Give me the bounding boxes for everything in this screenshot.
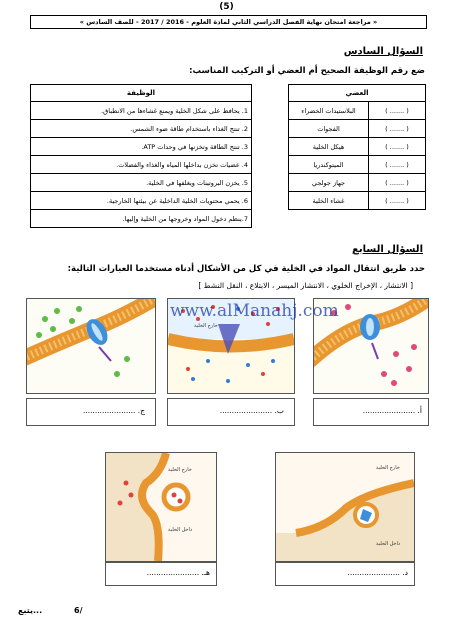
- figure-d: [275, 452, 415, 562]
- answer-blank[interactable]: ( ....... ): [369, 138, 426, 156]
- outside-label: خارج الخلية: [376, 465, 400, 471]
- function-item: 7.ينظم دخول المواد وخروجها من الخلية وإليها.: [31, 210, 252, 228]
- watermark: www.alManahj.com: [170, 301, 339, 321]
- organelle-header: العضي: [289, 85, 426, 102]
- answer-blank[interactable]: ( ....... ): [369, 120, 426, 138]
- endocytosis-diagram: [276, 453, 414, 561]
- function-item: 2. تنتج الغذاء باستخدام طاقة ضوء الشمس.: [31, 120, 252, 138]
- answer-blank[interactable]: ( ....... ): [369, 156, 426, 174]
- label-c: ج. ......................: [82, 406, 145, 415]
- function-item: 5. يخزن البروتينات ويغلفها في الخلية.: [31, 174, 252, 192]
- functions-table: [30, 84, 252, 228]
- answer-box-d[interactable]: [275, 562, 415, 586]
- organelle-name: البلاستيدات الخضراء: [289, 102, 369, 120]
- answer-box-c[interactable]: [26, 398, 156, 426]
- organelle-name: جهاز جولجي: [289, 174, 369, 192]
- function-item: 3. تنتج الطاقة وتخزنها في وحدات ATP.: [31, 138, 252, 156]
- q6-instruction: ضع رقم الوظيفة الصحيح أم العضي أو التركيب المناسب:: [189, 66, 425, 76]
- page-header: « مراجعة امتحان نهاية الفصل الدراسي الثاني لمادة العلوم - 2016 / 2017 - للصف السادس »: [30, 15, 427, 29]
- label-b: ب. ......................: [219, 406, 284, 415]
- label-e: هـ. ......................: [146, 568, 210, 577]
- answer-box-a[interactable]: [313, 398, 429, 426]
- figure-c: [26, 298, 156, 394]
- answer-blank[interactable]: ( ....... ): [369, 192, 426, 210]
- label-a: أ. ......................: [362, 406, 422, 415]
- exocytosis-diagram: [106, 453, 216, 561]
- function-header: الوظيفة: [31, 85, 252, 102]
- label-d: د. ......................: [347, 568, 408, 577]
- organelles-table: [288, 84, 426, 210]
- answer-blank[interactable]: ( ....... ): [369, 102, 426, 120]
- q6-title: السؤال السادس: [343, 46, 423, 57]
- page-number: (5): [219, 2, 234, 12]
- function-item: 6. يحمي محتويات الخلية الداخلية عن بيئتها الخارجية.: [31, 192, 252, 210]
- function-item: 1. يحافظ على شكل الخلية ويمنع غشاءها من الانطباق.: [31, 102, 252, 120]
- figure-e: [105, 452, 217, 562]
- organelle-name: هيكل الخلية: [289, 138, 369, 156]
- organelle-name: الميتوكندريا: [289, 156, 369, 174]
- answer-box-e[interactable]: [105, 562, 217, 586]
- membrane-channel-diagram: [27, 299, 155, 393]
- answer-box-b[interactable]: [167, 398, 295, 426]
- outside-label: خارج الخلية: [168, 467, 192, 473]
- function-item: 4. عضيات تخزن بداخلها المياه والغذاء والفضلات.: [31, 156, 252, 174]
- answer-blank[interactable]: ( ....... ): [369, 174, 426, 192]
- score-note: 6/: [74, 606, 83, 615]
- q7-terms: [ الانتشار ، الإخراج الخلوي ، الانتشار الميسر ، الابتلاع ، النقل النشط ]: [198, 281, 413, 290]
- q7-title: السؤال السابع: [352, 244, 423, 255]
- organelle-name: الفجوات: [289, 120, 369, 138]
- inside-label: داخل الخلية: [168, 527, 193, 533]
- continue-note: يتبع...: [18, 606, 43, 615]
- outside-label: خارج الخلية: [194, 323, 218, 329]
- q7-instruction: حدد طريق انتقال المواد في الخلية في كل من الأشكال أدناه مستخدما العبارات التالية:: [67, 264, 425, 274]
- inside-label: داخل الخلية: [376, 541, 401, 547]
- organelle-name: غشاء الخلية: [289, 192, 369, 210]
